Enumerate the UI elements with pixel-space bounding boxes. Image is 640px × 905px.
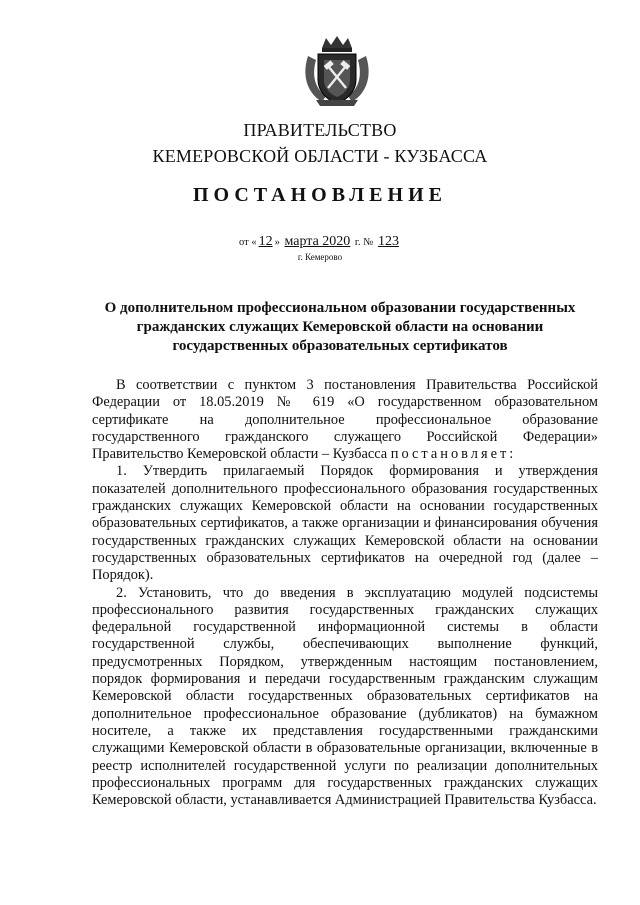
coat-of-arms-emblem: [300, 34, 374, 108]
date-prefix: от «: [239, 237, 257, 248]
item-2-paragraph: 2. Установить, что до введения в эксплуатацию модулей подсистемы профессионального развития государственных гражданских служащих федеральной государственной информационной системы в области государственной службы, обеспечивающих выполнение функций, предусмотренных Порядком, утвержденным настоящим постановлением, порядок формирования и передачи государственным гражданским служащим Кемеровской области государственных образовательных сертификатов на дополнительное профессиональное образование (дубликатов) на бумажном носителе, а также их представления государственными гражданскими служащими Кемеровской области в образовательные организации, включенные в реестр исполнителей государственной услуги по реализации дополнительных профессиональных программ для государственных гражданских служащих Кемеровской области, устанавливается Администрацией Правительства Кузбасса.: [92, 584, 598, 809]
intro-paragraph: [92, 377, 598, 463]
item-1-paragraph: 1. Утвердить прилагаемый Порядок формирования и утверждения показателей дополнительного профессионального образования государственных гражданских служащих Кемеровской области на основании государственных образовательных сертификатов, а также организации и финансирования обучения государственных гражданских служащих Кемеровской области на основании государственных образовательных сертификатов на очередной год (далее – Порядок).: [92, 463, 598, 584]
document-date-number: [0, 234, 640, 250]
government-name-line2: КЕМЕРОВСКОЙ ОБЛАСТИ - КУЗБАССА: [152, 146, 488, 166]
number-label: №: [363, 237, 374, 248]
date-day: 12: [258, 234, 273, 249]
government-name-line1: ПРАВИТЕЛЬСТВО: [243, 120, 397, 140]
intro-text: В соответствии с пунктом 3 постановления Правительства Российской Федерации от 18.05.2019 № 619 «О государственном образовательном сертификате на дополнительное профессиональное образование государственного гражданского служащего Российской Федерации» Правительство Кемеровской области – Кузбасса: [92, 377, 598, 463]
document-body: [92, 377, 598, 809]
year-suffix: г.: [354, 237, 361, 248]
document-title: О дополнительном профессиональном образовании государственных гражданских служащих Кемеровской области на основании государственных образовательных сертификатов: [104, 300, 576, 354]
document-number: 123: [377, 234, 399, 249]
date-month-year: марта 2020: [284, 234, 351, 249]
date-mid: »: [274, 237, 280, 248]
decree-word: постановляет:: [390, 446, 517, 463]
city-of-issue: г. Кемерово: [297, 252, 343, 262]
document-type-heading: ПОСТАНОВЛЕНИЕ: [193, 184, 447, 206]
